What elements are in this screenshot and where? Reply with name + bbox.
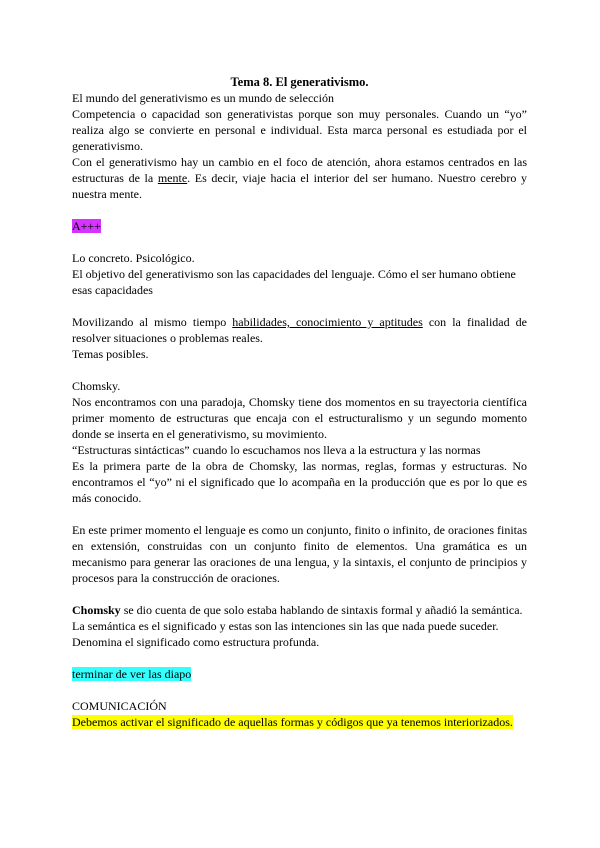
document-body bbox=[72, 74, 527, 730]
page-title: Tema 8. El generativismo. bbox=[230, 75, 369, 89]
blank-line bbox=[72, 586, 527, 602]
highlight-a-line bbox=[72, 218, 527, 234]
paragraph-competencia: Competencia o capacidad son generativistas porque son muy personales. Cuando un “yo” realiza algo se convierte en personal e individual. Esta marca personal es estudiada por el generativismo. bbox=[72, 107, 527, 153]
bold-chomsky: Chomsky bbox=[72, 603, 121, 617]
paragraph-semantica: La semántica es el significado y estas son las intenciones sin las que nada puede suceder. bbox=[72, 619, 499, 633]
underlined-word-mente: mente bbox=[157, 171, 188, 185]
blank-line bbox=[72, 362, 527, 378]
blank-line bbox=[72, 298, 527, 314]
paragraph-temas: Temas posibles. bbox=[72, 347, 149, 361]
paragraph-selection: El mundo del generativismo es un mundo de selección bbox=[72, 91, 334, 105]
blank-line bbox=[72, 682, 527, 698]
paragraph-estructuras: “Estructuras sintácticas” cuando lo escuchamos nos lleva a la estructura y las normas bbox=[72, 443, 481, 457]
highlight-todo-line bbox=[72, 666, 527, 682]
blank-line bbox=[72, 506, 527, 522]
text-segment: . Es decir, viaje hacia el interior del ser humano. Nuestro cerebro y nuestra mente. bbox=[72, 171, 527, 201]
paragraph-objetivo: El objetivo del generativismo son las capacidades del lenguaje. Cómo el ser humano obtiene esas capacidades bbox=[72, 267, 516, 297]
text-segment: con la finalidad de resolver situaciones o problemas reales. bbox=[72, 315, 528, 345]
cyan-highlight: terminar de ver las diapo bbox=[72, 667, 192, 681]
text-segment: se dio cuenta de que solo estaba hablando de sintaxis formal y añadió la semántica. bbox=[120, 603, 523, 617]
paragraph-primer-momento: En este primer momento el lenguaje es como un conjunto, finito o infinito, de oraciones finitas en extensión, construidas con un conjunto finito de elementos. Una gramática es un mecanismo para generar las oraciones de una lengua, y la sintaxis, el conjunto de principios y procesos para la construcción de oraciones. bbox=[72, 523, 527, 585]
paragraph-chomsky-heading: Chomsky. bbox=[72, 379, 121, 393]
paragraph-movilizando bbox=[72, 314, 527, 346]
paragraph-concreto: Lo concreto. Psicológico. bbox=[72, 251, 195, 265]
paragraph-foco-atencion bbox=[72, 154, 527, 202]
paragraph-primera-parte: Es la primera parte de la obra de Chomsky, las normas, reglas, formas y estructuras. No encontramos el “yo” ni el significado que lo acompaña en la producción que es por lo que es más conocido. bbox=[72, 459, 527, 505]
section-heading-comunicacion: COMUNICACIÓN bbox=[72, 699, 167, 713]
text-segment: Con el generativismo hay un cambio en el foco de atención, ahora estamos centrados en las estructuras de la bbox=[72, 155, 527, 185]
blank-line bbox=[72, 202, 527, 218]
text-segment: Movilizando al mismo tiempo bbox=[72, 315, 233, 329]
paragraph-paradoja: Nos encontramos con una paradoja, Chomsky tiene dos momentos en su trayectoria científica primer momento de estructuras que encaja con el estructuralismo y un segundo momento donde se inserta en el generativismo, su movimiento. bbox=[72, 395, 527, 441]
blank-line bbox=[72, 650, 527, 666]
highlight-final-line bbox=[72, 714, 527, 730]
paragraph-semantica-added bbox=[72, 602, 527, 618]
underlined-phrase: habilidades, conocimiento y aptitudes bbox=[232, 315, 423, 329]
yellow-highlight: Debemos activar el significado de aquellas formas y códigos que ya tenemos interiorizados. bbox=[72, 715, 513, 729]
purple-highlight: A+++ bbox=[72, 219, 101, 233]
paragraph-estructura-profunda: Denomina el significado como estructura profunda. bbox=[72, 635, 320, 649]
blank-line bbox=[72, 234, 527, 250]
